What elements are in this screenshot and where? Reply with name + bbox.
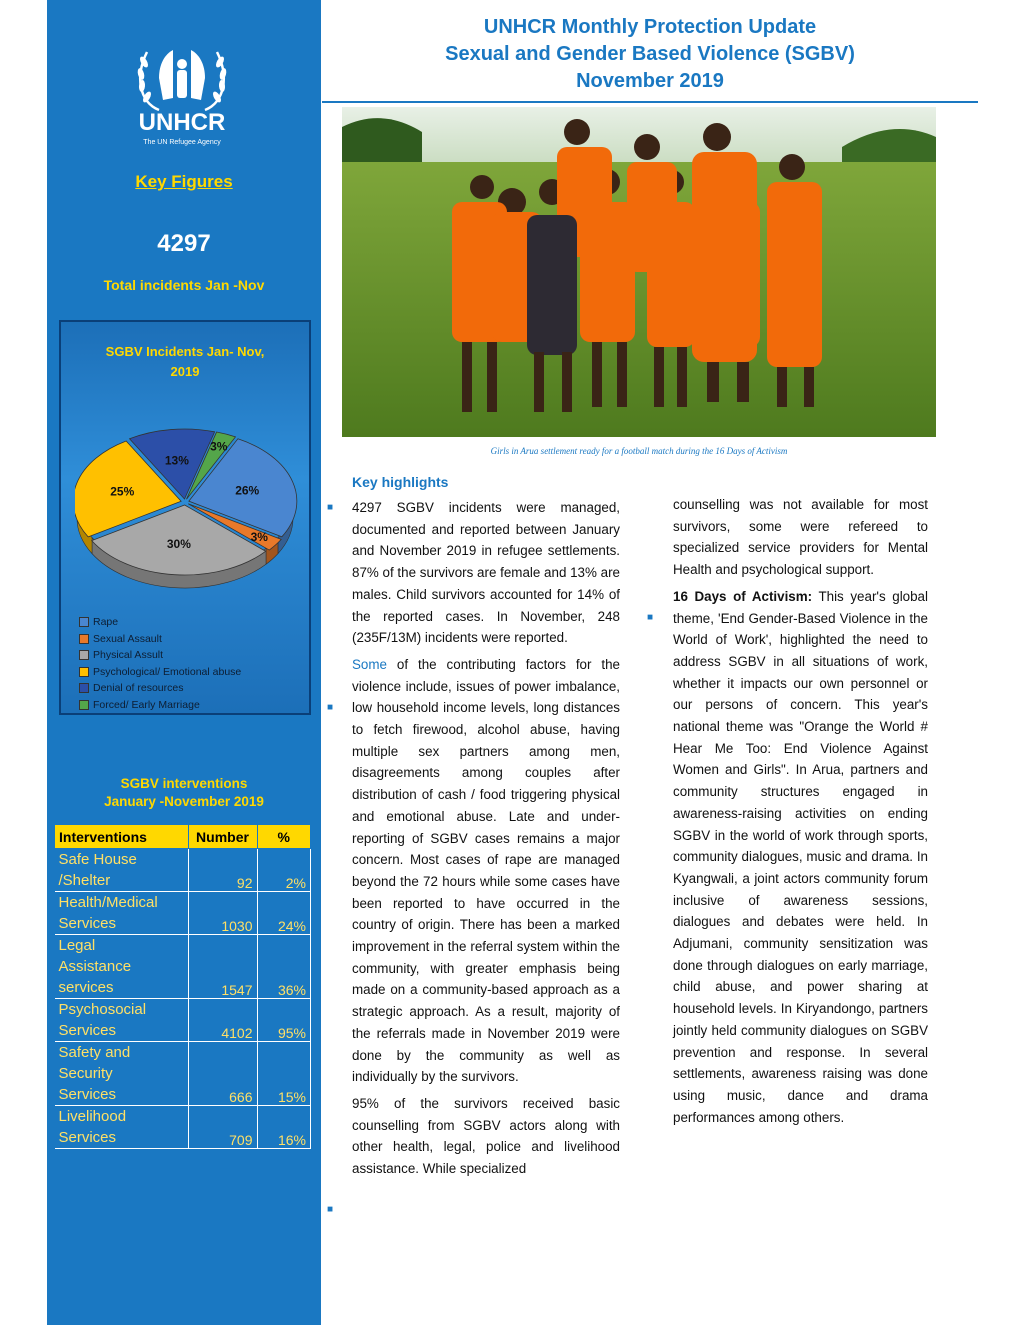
title-line3: November 2019 xyxy=(576,70,724,92)
key-highlights-title: Key highlights xyxy=(352,474,449,490)
text-column-1 xyxy=(352,497,620,1185)
bullet-icon: ■ xyxy=(647,612,654,623)
header-divider xyxy=(322,101,978,103)
data-label-text: 25% xyxy=(110,484,135,499)
highlight-paragraph-3: 95% of the survivors received basic counselling from SGBV actors along with other health, legal, police and livelihood assistance. While specialized xyxy=(352,1095,620,1177)
highlight-paragraph-2-lead: Some xyxy=(352,656,387,672)
photo-caption: Girls in Arua settlement ready for a football match during the 16 Days of Activism xyxy=(490,446,788,456)
data-label xyxy=(164,535,194,552)
title-line2: Sexual and Gender Based Violence (SGBV) xyxy=(445,43,855,65)
highlight-paragraph-2-body: of the contributing factors for the violence include, issues of power imbalance, low household income levels, long distances to fetch firewood, alcohol abuse, having multiple sex partners among men, disagreements among couples after distribution of cash / food triggering physical and emotional abuse. Late and under-reporting of SGBV cases remains a major concern. Most cases of rape are managed beyond the 72 hours while some cases have been reported to have occurred in the country of origin. There has been a marked improvement in the referral system within the community, with greater emphasis being made on a community-based approach as a strategic approach. As a result, majority of the referrals made in November 2019 were done by the community as well as individually by the survivors. xyxy=(352,656,620,1085)
intervention-number: 4102 xyxy=(188,999,257,1042)
data-label-text: 13% xyxy=(164,453,189,468)
intervention-label-line: Psychosocial xyxy=(58,1001,147,1018)
intervention-label xyxy=(55,849,189,892)
data-label xyxy=(232,481,262,498)
table-header-row xyxy=(55,825,311,849)
table-row xyxy=(55,849,311,892)
intervention-label-line: /Shelter xyxy=(58,872,111,889)
legend-swatch xyxy=(79,634,89,644)
legend-item xyxy=(79,697,309,714)
key-figures-title: Key Figures xyxy=(135,172,233,191)
table-row xyxy=(55,935,311,999)
legend-swatch xyxy=(79,700,89,710)
bullet-icon: ■ xyxy=(327,1204,334,1215)
highlight-paragraph-4-lead: 16 Days of Activism: xyxy=(673,588,813,604)
intervention-label-line: Livelihood xyxy=(58,1108,127,1125)
interventions-table xyxy=(54,824,311,1149)
intervention-label-line: Services xyxy=(58,1022,117,1039)
pie-chart-panel xyxy=(59,320,311,715)
intervention-label-line: Security xyxy=(58,1065,113,1082)
intervention-label xyxy=(55,1106,189,1149)
intervention-percent: 16% xyxy=(257,1106,311,1149)
interventions-title-line1: SGBV interventions xyxy=(120,776,248,791)
pie-chart xyxy=(75,417,305,622)
legend-label: Physical Assult xyxy=(93,649,164,662)
intervention-label xyxy=(55,1042,189,1106)
interventions-title xyxy=(47,775,321,811)
table-row xyxy=(55,1106,311,1149)
legend-swatch xyxy=(79,617,89,627)
legend-item xyxy=(79,680,309,697)
data-label-text: 26% xyxy=(235,483,260,498)
title-line1: UNHCR Monthly Protection Update xyxy=(483,16,817,38)
highlight-paragraph-1: 4297 SGBV incidents were managed, documented and reported between January and November 2019 in refugee settlements. 87% of the survivors are female and 13% are males. Child survivors accounted for 14% of the reported cases. In November, 248 (235F/13M) incidents were reported. xyxy=(352,500,620,646)
unhcr-logo xyxy=(107,40,257,152)
intervention-percent: 95% xyxy=(257,999,311,1042)
text-column-2 xyxy=(673,494,928,1133)
table-row xyxy=(55,999,311,1042)
legend-swatch xyxy=(79,683,89,693)
intervention-label-line: Services xyxy=(58,1129,117,1146)
intervention-label-line: Services xyxy=(58,915,117,932)
data-label-text: 3% xyxy=(210,439,228,454)
highlight-paragraph-4-body: This year's global theme, 'End Gender-Based Violence in the World of Work', highlighted the need to address SGBV in all situations of work, whether it impacts our own personnel or our persons of concern. This year's national theme was "Orange the World # Hear Me Too: End Violence Against Women and Girls". In Arua, partners and community structures engaged in awareness-raising activities on ending SGBV in the world of work through sports, community dialogues, music and drama. In Kyangwali, a joint actors community forum inclusive of awareness sessions, dialogues and debates were held. In Adjumani, community sensitization was done through dialogues on early marriage, child abuse, and power sharing at household levels. In Kiryandongo, partners jointly held community dialogues on SGBV prevention and response. In several settlements, awareness raising was done using music, dance and drama performances among others. xyxy=(673,588,928,1125)
legend-item xyxy=(79,631,309,648)
intervention-label-line: Safety and xyxy=(58,1044,131,1061)
intervention-number: 709 xyxy=(188,1106,257,1149)
total-incidents-label: Total incidents Jan -Nov xyxy=(103,277,265,293)
intervention-label-line: services xyxy=(58,979,114,996)
intervention-percent: 24% xyxy=(257,892,311,935)
header-interventions: Interventions xyxy=(55,825,189,849)
highlight-paragraph-3-continued: counselling was not available for most survivors, some were refereed to specialized service providers for Mental Health and psychological support. xyxy=(673,497,928,578)
svg-text:UNHCR: UNHCR xyxy=(138,109,226,136)
legend-label: Rape xyxy=(93,616,119,629)
page-title xyxy=(330,14,970,95)
highlight-paragraph-4 xyxy=(673,586,928,1129)
legend-label: Forced/ Early Marriage xyxy=(93,698,200,711)
chart-legend xyxy=(79,614,309,713)
intervention-percent: 2% xyxy=(257,849,311,892)
intervention-label xyxy=(55,935,189,999)
legend-item xyxy=(79,664,309,681)
intervention-label-line: Legal xyxy=(58,937,96,954)
legend-label: Sexual Assault xyxy=(93,632,162,645)
intervention-label-line: Assistance xyxy=(58,958,132,975)
table-row xyxy=(55,1042,311,1106)
intervention-percent: 36% xyxy=(257,935,311,999)
legend-item xyxy=(79,647,309,664)
data-label xyxy=(162,451,192,468)
bullet-icon: ■ xyxy=(327,502,334,513)
intervention-label xyxy=(55,999,189,1042)
intervention-number: 1547 xyxy=(188,935,257,999)
data-label-text: 3% xyxy=(250,529,268,544)
intervention-label xyxy=(55,892,189,935)
header-number: Number xyxy=(188,825,257,849)
header-percent: % xyxy=(257,825,311,849)
intervention-label-line: Safe House xyxy=(58,851,137,868)
chart-title-line1: SGBV Incidents Jan- Nov, xyxy=(105,344,265,359)
data-label-text: 30% xyxy=(166,536,191,551)
legend-label: Psychological/ Emotional abuse xyxy=(93,665,242,678)
bullet-icon: ■ xyxy=(327,702,334,713)
total-incidents-value: 4297 xyxy=(157,230,211,257)
legend-swatch xyxy=(79,667,89,677)
intervention-number: 92 xyxy=(188,849,257,892)
intervention-label-line: Health/Medical xyxy=(58,894,158,911)
legend-item xyxy=(79,614,309,631)
interventions-title-line2: January -November 2019 xyxy=(104,794,264,809)
intervention-percent: 15% xyxy=(257,1042,311,1106)
sidebar xyxy=(47,0,321,1325)
table-row xyxy=(55,892,311,935)
legend-swatch xyxy=(79,650,89,660)
svg-text:The UN Refugee Agency: The UN Refugee Agency xyxy=(143,139,221,146)
photo-girls-football-team xyxy=(342,107,936,437)
chart-title-line2: 2019 xyxy=(170,364,200,379)
highlight-paragraph-2 xyxy=(352,654,620,1088)
intervention-number: 666 xyxy=(188,1042,257,1106)
chart-title xyxy=(61,342,309,382)
data-label xyxy=(107,483,137,500)
intervention-number: 1030 xyxy=(188,892,257,935)
intervention-label-line: Services xyxy=(58,1086,117,1103)
legend-label: Denial of resources xyxy=(93,682,184,695)
